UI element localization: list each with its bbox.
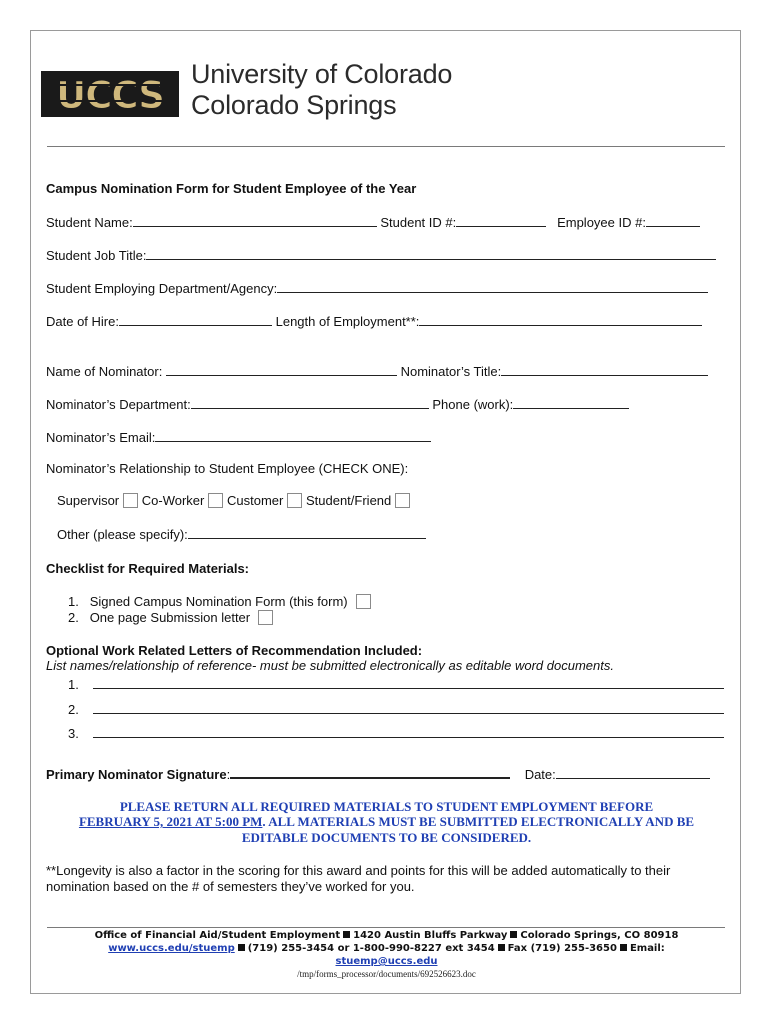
student-id-field[interactable]: [456, 214, 546, 227]
university-name: [191, 59, 452, 121]
nominator-dept-row: [46, 396, 629, 413]
letter-row-3: [68, 725, 724, 742]
checkbox-signed-form[interactable]: [356, 594, 371, 609]
checkbox-supervisor[interactable]: [123, 493, 138, 508]
length-of-employment-label: Length of Employment**:: [275, 314, 420, 329]
student-job-title-label: Student Job Title:: [46, 248, 147, 263]
other-field[interactable]: [188, 526, 426, 539]
checklist-item-2-label: One page Submission letter: [89, 610, 251, 625]
nominator-name-field[interactable]: [166, 363, 397, 376]
other-row: [57, 526, 426, 543]
letter-number-3: 3.: [68, 726, 79, 741]
phone-field[interactable]: [513, 396, 629, 409]
letter-number-1: 1.: [68, 677, 79, 692]
footer-website-link[interactable]: www.uccs.edu/stuemp: [108, 943, 235, 954]
footnote-line-2: nomination based on the # of semesters they’ve worked for you.: [46, 879, 415, 894]
option-student-friend-label: Student/Friend: [305, 493, 392, 508]
uccs-logo: [41, 71, 179, 117]
relationship-options: [57, 493, 410, 509]
checkbox-submission-letter[interactable]: [258, 610, 273, 625]
university-line-1: University of Colorado: [191, 59, 453, 89]
form-title: Campus Nomination Form for Student Employee of the Year: [46, 181, 417, 196]
option-customer-label: Customer: [227, 493, 284, 508]
department-field[interactable]: [277, 280, 708, 293]
other-label: Other (please specify):: [57, 527, 188, 542]
letter-field-3[interactable]: [93, 725, 724, 738]
checkbox-coworker[interactable]: [208, 493, 223, 508]
nominator-email-label: Nominator’s Email:: [46, 430, 156, 445]
student-name-label: Student Name:: [46, 215, 133, 230]
footer-phone: (719) 255-3454 or 1-800-990-8227 ext 3454: [247, 943, 495, 954]
option-coworker-label: Co-Worker: [141, 493, 205, 508]
notice-deadline: FEBRUARY 5, 2021 AT 5:00 PM: [78, 814, 263, 829]
university-line-2: Colorado Springs: [191, 90, 397, 120]
letter-field-1[interactable]: [93, 676, 724, 689]
footer-fax: Fax (719) 255-3650: [507, 943, 617, 954]
letters-title: Optional Work Related Letters of Recommendation Included:: [46, 643, 423, 658]
date-of-hire-field[interactable]: [119, 313, 272, 326]
nominator-email-field[interactable]: [155, 429, 431, 442]
job-title-row: [46, 247, 716, 264]
letters-subtitle: List names/relationship of reference- must be submitted electronically as editable word documents.: [46, 658, 614, 673]
signature-field[interactable]: [230, 766, 510, 779]
nominator-department-label: Nominator’s Department:: [46, 397, 191, 412]
square-bullet-icon: [238, 944, 245, 951]
signature-label: Primary Nominator Signature: [46, 767, 227, 782]
letter-row-2: [68, 701, 724, 718]
phone-label: Phone (work):: [432, 397, 514, 412]
footer-address: 1420 Austin Bluffs Parkway: [353, 930, 508, 941]
signature-date-field[interactable]: [556, 766, 710, 779]
footer-email-link[interactable]: stuemp@uccs.edu: [335, 956, 438, 967]
relationship-label: Nominator’s Relationship to Student Employee (CHECK ONE):: [46, 461, 409, 476]
email-row: [46, 429, 431, 446]
footer-office: Office of Financial Aid/Student Employment: [94, 930, 341, 941]
notice-line-3: EDITABLE DOCUMENTS TO BE CONSIDERED.: [241, 830, 532, 845]
letter-number-2: 2.: [68, 702, 79, 717]
student-id-label: Student ID #:: [380, 215, 457, 230]
footnote-line-1: **Longevity is also a factor in the scoring for this award and points for this will be added automatically to their: [46, 863, 671, 878]
notice-line-2: [31, 814, 742, 830]
letter-field-2[interactable]: [93, 701, 724, 714]
square-bullet-icon: [343, 931, 350, 938]
nominator-title-label: Nominator’s Title:: [400, 364, 502, 379]
square-bullet-icon: [620, 944, 627, 951]
checklist-item-1-label: Signed Campus Nomination Form (this form): [89, 594, 348, 609]
notice-line-1: PLEASE RETURN ALL REQUIRED MATERIALS TO STUDENT EMPLOYMENT BEFORE: [119, 799, 654, 814]
department-row: [46, 280, 708, 297]
letter-row-1: [68, 676, 724, 693]
student-name-field[interactable]: [133, 214, 377, 227]
checklist-item-2: 2. One page Submission letter: [68, 610, 273, 626]
checkbox-customer[interactable]: [287, 493, 302, 508]
header-divider: [47, 146, 725, 147]
footer-line-3: [31, 955, 742, 968]
department-label: Student Employing Department/Agency:: [46, 281, 278, 296]
footer-city: Colorado Springs, CO 80918: [520, 930, 679, 941]
footer-line-2: [31, 942, 742, 955]
nominator-row: [46, 363, 708, 380]
svg-text:UCCS: UCCS: [56, 74, 164, 117]
form-page: [30, 30, 741, 994]
nominator-department-field[interactable]: [191, 396, 429, 409]
checklist-item-1: 1. Signed Campus Nomination Form (this form): [68, 594, 371, 610]
notice-line-2-rest: . ALL MATERIALS MUST BE SUBMITTED ELECTRONICALLY AND BE: [262, 814, 695, 829]
nominator-title-field[interactable]: [501, 363, 708, 376]
date-of-hire-label: Date of Hire:: [46, 314, 119, 329]
student-job-title-field[interactable]: [146, 247, 716, 260]
hire-row: [46, 313, 702, 330]
footer-line-1: [31, 929, 742, 942]
checklist-title: Checklist for Required Materials:: [46, 561, 249, 576]
footer-email-label: Email:: [629, 943, 665, 954]
file-path: /tmp/forms_processor/documents/692526623.doc: [297, 969, 476, 979]
nominator-name-label: Name of Nominator:: [46, 364, 163, 379]
employee-id-field[interactable]: [646, 214, 700, 227]
employee-id-label: Employee ID #:: [557, 215, 646, 230]
square-bullet-icon: [510, 931, 517, 938]
checkbox-student-friend[interactable]: [395, 493, 410, 508]
square-bullet-icon: [498, 944, 505, 951]
signature-date-label: Date:: [524, 767, 556, 782]
option-supervisor-label: Supervisor: [57, 493, 120, 508]
footer-divider: [47, 927, 725, 928]
length-of-employment-field[interactable]: [419, 313, 702, 326]
student-info-row: [46, 214, 700, 231]
signature-row: Primary Nominator Signature: Date:: [46, 766, 710, 783]
